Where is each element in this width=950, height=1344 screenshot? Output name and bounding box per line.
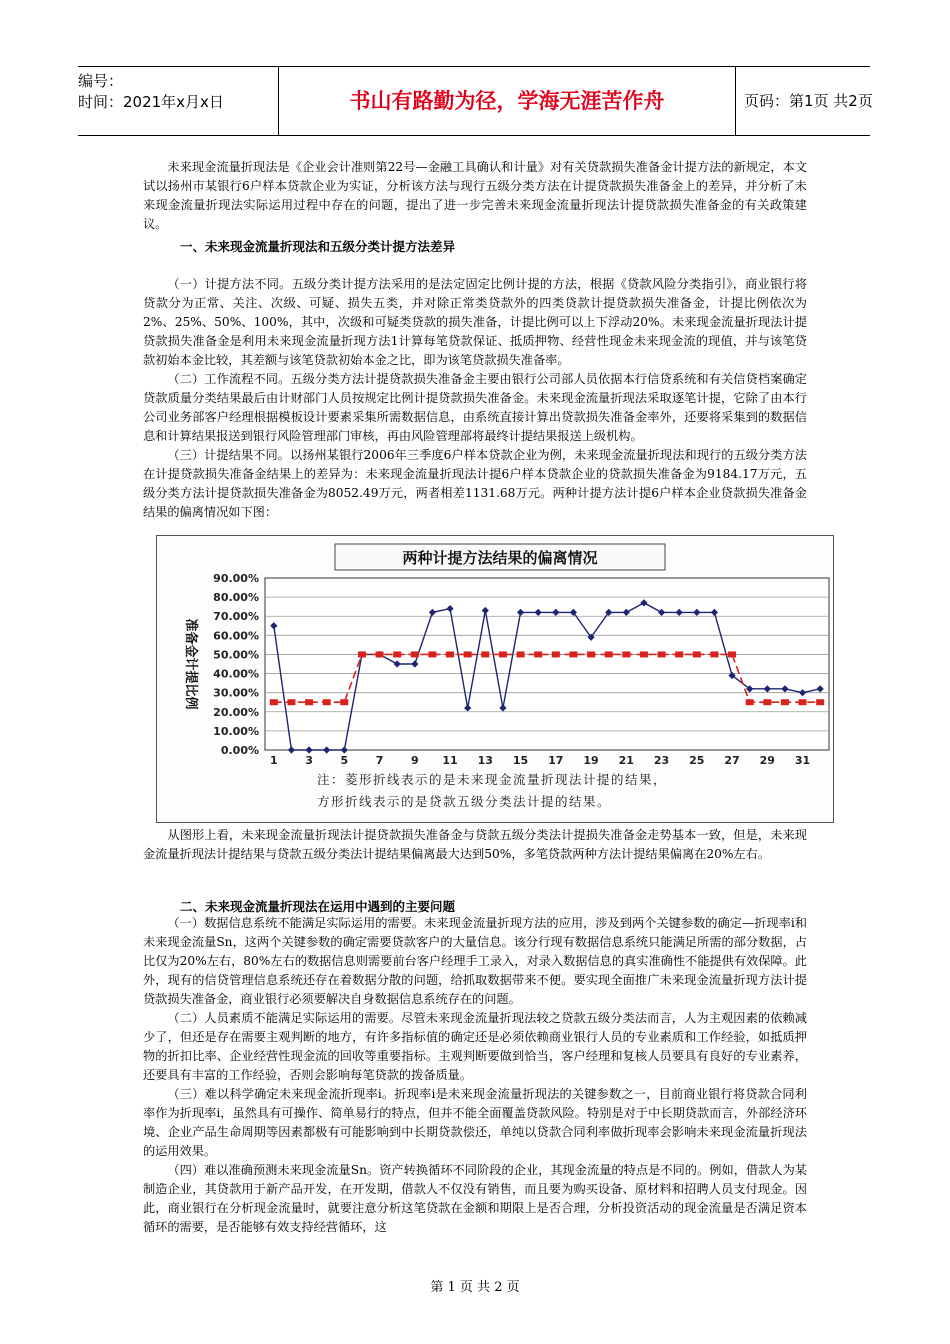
square-marker (675, 651, 683, 657)
square-marker (534, 651, 542, 657)
page-header (78, 66, 873, 136)
x-tick-label: 9 (410, 754, 419, 767)
section1-p1: （一）计提方法不同。五级分类计提方法采用的是法定固定比例计提的方法，根据《贷款风险分类指引》，商业银行将贷款分为正常、关注、次级、可疑、损失五类，并对除正常类贷款外的四类贷款计提贷款损失准备金，计提比例依次为2%、25%、50%、100%，其中，次级和可疑类贷款的损失准备，计提比例可以上下浮动20%。未来现金流量折现法计提贷款损失准备金是利用未来现金流量折现方法1计算每笔贷款保证、抵质押物、经营性现金未来现金流的现值，并与该笔贷款初始本金比较，其差额与该笔贷款初始本金之比，即为该笔贷款损失准备率。 (143, 277, 807, 367)
y-tick-label: 60.00% (213, 629, 259, 643)
x-tick-label: 15 (512, 754, 529, 767)
y-tick-label: 40.00% (213, 667, 259, 681)
after-chart-paragraph (143, 826, 807, 864)
intro-paragraph (143, 158, 807, 234)
chart-title: 两种计提方法结果的偏离情况 (402, 549, 598, 567)
square-marker (428, 651, 436, 657)
square-marker (781, 699, 789, 705)
x-tick-label: 21 (618, 754, 634, 767)
y-axis-label: 准备金计提比例 (183, 618, 198, 710)
section1-p3: （三）计提结果不同。以扬州某银行2006年三季度6户样本贷款企业为例，未来现金流量折现法和现行的五级分类方法在计提贷款损失准备金结果上的差异为：未来现金流量折现法计提6户样本贷款企业的贷款损失准备金为9184.17万元，五级分类方法计提贷款损失准备金为8052.49万元，两者相差1131.68万元。两种计提方法计提6户样本企业贷款损失准备金结果的偏离情况如下图： (143, 448, 807, 519)
square-marker (270, 699, 278, 705)
x-tick-label: 13 (477, 754, 493, 767)
header-page: 页码：第1页 共2页 (744, 92, 873, 110)
x-tick-label: 27 (724, 754, 740, 767)
square-marker (640, 651, 648, 657)
square-marker (446, 651, 454, 657)
square-marker (658, 651, 666, 657)
square-marker (552, 651, 560, 657)
chart-svg (157, 536, 833, 822)
x-tick-label: 1 (269, 754, 278, 767)
after-chart-text: 从图形上看，未来现金流量折现法计提贷款损失准备金与贷款五级分类法计提损失准备金走势基本一致，但是，未来现金流量折现法计提结果与贷款五级分类法计提结果偏离最大达到50%，多笔贷款两种方法计提结果偏离在20%左右。 (143, 828, 807, 861)
header-meta (78, 67, 278, 139)
square-marker (746, 699, 754, 705)
square-marker (411, 651, 419, 657)
x-tick-label: 29 (759, 754, 775, 767)
square-marker (305, 699, 313, 705)
y-tick-label: 20.00% (213, 705, 259, 719)
y-tick-label: 70.00% (213, 610, 259, 624)
x-tick-label: 25 (689, 754, 705, 767)
square-marker (622, 651, 630, 657)
x-tick-label: 31 (794, 754, 811, 767)
y-tick-label: 80.00% (213, 591, 259, 605)
square-marker (287, 699, 295, 705)
x-tick-label: 11 (442, 754, 458, 767)
square-marker (605, 651, 613, 657)
y-tick-label: 30.00% (213, 686, 259, 700)
y-tick-label: 0.00% (220, 744, 259, 757)
header-motto: 书山有路勤为径，学海无涯苦作舟 (278, 67, 736, 135)
square-marker (569, 651, 577, 657)
x-tick-label: 23 (653, 754, 670, 767)
square-marker (376, 651, 384, 657)
section2-p1: （一）数据信息系统不能满足实际运用的需要。未来现金流量折现方法的应用，涉及到两个关键参数的确定—折现率i和未来现金流量Sn，这两个关键参数的确定需要贷款客户的大量信息。该分行现有数据信息系统只能满足所需的部分数据，占比仅为20%左右，80%左右的数据信息则需要前台客户经理手工录入，对录入数据信息的真实准确性不能提供有效保障。此外，现有的信贷管理信息系统还存在着数据分散的问题，给抓取数据带来不便。要实现全面推广未来现金流量折现方法计提贷款损失准备金，商业银行必须要解决自身数据信息系统存在的问题。 (143, 916, 807, 1006)
page-footer: 第 1 页 共 2 页 (430, 1280, 520, 1295)
square-marker (763, 699, 771, 705)
square-marker (799, 699, 807, 705)
square-marker (710, 651, 718, 657)
intro-text: 未来现金流量折现法是《企业会计准则第22号—金融工具确认和计量》对有关贷款损失准备金计提方法的新规定，本文试以扬州市某银行6户样本贷款企业为实证，分析该方法与现行五级分类方法在计提贷款损失准备金上的差异，并分析了未来现金流量折现法实际运用过程中存在的问题，提出了进一步完善未来现金流量折现法计提贷款损失准备金的有关政策建议。 (143, 160, 807, 231)
section1-title: 一、未来现金流量折现法和五级分类计提方法差异 (180, 239, 456, 254)
section2-title: 二、未来现金流量折现法在运用中遇到的主要问题 (180, 899, 456, 914)
y-tick-label: 90.00% (213, 572, 259, 585)
y-tick-label: 50.00% (213, 648, 259, 662)
square-marker (816, 699, 824, 705)
section2-p3: （三）难以科学确定未来现金流折现率i。折现率i是未来现金流量折现法的关键参数之一，目前商业银行将贷款合同利率作为折现率i，虽然具有可操作、简单易行的特点，但并不能全面覆盖贷款风险。特别是对于中长期贷款而言，外部经济环境、企业产品生命周期等因素都极有可能影响到中长期贷款偿还，单纯以贷款合同利率做折现率会影响未来现金流量折现法的运用效果。 (143, 1087, 807, 1158)
x-tick-label: 5 (340, 754, 349, 767)
header-time: 时间：2021年x月x日 (78, 93, 224, 111)
x-tick-label: 17 (548, 754, 564, 767)
square-marker (340, 699, 348, 705)
square-marker (358, 651, 366, 657)
square-marker (499, 651, 507, 657)
x-tick-label: 19 (583, 754, 599, 767)
square-marker (393, 651, 401, 657)
chart-note-line1: 注：菱形折线表示的是未来现金流量折现法计提的结果， (317, 772, 668, 787)
deviation-chart (156, 535, 834, 823)
y-tick-label: 10.00% (213, 724, 259, 738)
square-marker (323, 699, 331, 705)
square-marker (481, 651, 489, 657)
chart-note-line2: 方形折线表示的是贷款五级分类法计提的结果。 (317, 794, 612, 809)
section1-p2: （二）工作流程不同。五级分类方法计提贷款损失准备金主要由银行公司部人员依据本行信贷系统和有关信贷档案确定贷款质量分类结果最后由计财部门人员按规定比例计提贷款损失准备金。未来现金流量折现法采取逐笔计提，它除了由本行公司业务部客户经理根据模板设计要素采集所需数据信息，由系统直接计算出贷款损失准备金率外，还要将采集到的数据信息和计算结果报送到银行风险管理部门审核，再由风险管理部将最终计提结果报送上级机构。 (143, 372, 807, 443)
x-tick-label: 7 (375, 754, 384, 767)
x-tick-label: 3 (305, 754, 313, 767)
section2-body (143, 914, 807, 1237)
square-marker (464, 651, 472, 657)
square-marker (517, 651, 525, 657)
square-marker (587, 651, 595, 657)
square-marker (693, 651, 701, 657)
section2-p2: （二）人员素质不能满足实际运用的需要。尽管未来现金流量折现法较之贷款五级分类法而言，人为主观因素的依赖减少了，但还是存在需要主观判断的地方，有许多指标值的确定还是必须依赖商业银行人员的专业素质和工作经验，如抵质押物的折扣比率、企业经营性现金流的回收等重要指标。主观判断要做到恰当，客户经理和复核人员要具有良好的专业素养，还要具有丰富的工作经验，否则会影响每笔贷款的拨备质量。 (143, 1011, 807, 1082)
header-number: 编号： (78, 72, 124, 90)
section2-p4: （四）难以准确预测未来现金流量Sn。资产转换循环不同阶段的企业，其现金流量的特点是不同的。例如，借款人为某制造企业，其贷款用于新产品开发，在开发期，借款人不仅没有销售，而且要为购买设备、原材料和招聘人员支付现金。因此，商业银行在分析现金流量时，就要注意分析这笔贷款在金额和期限上是否合理，分析投资活动的现金流量是否满足资本循环的需要，是否能够有效支持经营循环，这 (143, 1163, 807, 1234)
square-marker (728, 651, 736, 657)
section1-body (143, 275, 807, 522)
